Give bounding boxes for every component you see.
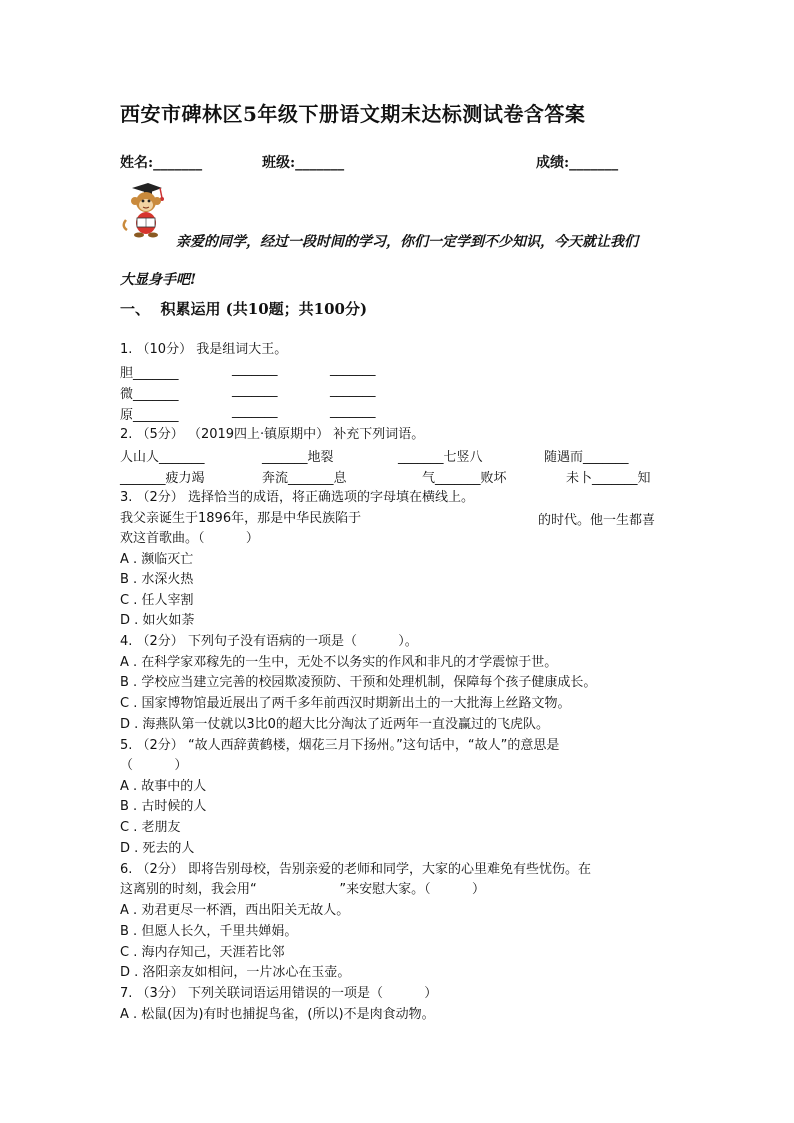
q1-blank: 原_______	[120, 408, 179, 423]
section-heading: 一、 积累运用 (共10题；共100分)	[120, 300, 368, 318]
name-field-label: 姓名:_______	[120, 155, 203, 171]
q2-blank: 气_______败坏	[422, 471, 507, 486]
option: D . 洛阳亲友如相问，一片冰心在玉壶。	[120, 965, 351, 980]
q1-blank: _______	[232, 404, 278, 419]
q2-blank: _______七竖八	[398, 450, 483, 465]
monkey-graduate-icon	[118, 180, 168, 238]
q6-stem-line2: 这离别的时刻，我会用“ ”来安慰大家。（ ）	[120, 882, 485, 897]
option: B . 学校应当建立完善的校园欺凌预防、干预和处理机制，保障每个孩子健康成长。	[120, 675, 597, 690]
q2-blank: _______疲力竭	[120, 471, 205, 486]
q3-text-part1: 我父亲诞生于1896年，那是中华民族陷于	[120, 511, 362, 526]
q3-text-line2: 欢这首歌曲。（ ）	[120, 531, 259, 546]
question-6-stem: 6. （2分） 即将告别母校，告别亲爱的老师和同学，大家的心里难免有些忧伤。在	[120, 862, 591, 877]
q1-blank: _______	[232, 383, 278, 398]
option: A . 濒临灭亡	[120, 552, 194, 567]
question-5-stem: 5. （2分） “故人西辞黄鹤楼，烟花三月下扬州。”这句话中，“故人”的意思是	[120, 738, 560, 753]
question-3-stem: 3. （2分） 选择恰当的成语，将正确选项的字母填在横线上。	[120, 490, 474, 505]
greeting-line-2: 大显身手吧!	[120, 272, 197, 288]
score-field-label: 成绩:_______	[536, 155, 619, 171]
class-field-label: 班级:_______	[262, 155, 345, 171]
q2-blank: 随遇而_______	[544, 450, 629, 465]
q2-blank: 奔流_______息	[262, 471, 347, 486]
q2-blank: 未卜_______知	[566, 471, 651, 486]
q1-blank: _______	[330, 362, 376, 377]
greeting-line-1: 亲爱的同学，经过一段时间的学习，你们一定学到不少知识，今天就让我们	[176, 234, 638, 250]
q3-text-part2: 的时代。他一生都喜	[538, 513, 656, 528]
option: C . 任人宰割	[120, 593, 194, 608]
option: C . 国家博物馆最近展出了两千多年前西汉时期新出土的一大批海上丝路文物。	[120, 696, 571, 711]
q1-blank: 胆_______	[120, 366, 179, 381]
option: D . 海燕队第一仗就以3比0的超大比分淘汰了近两年一直没赢过的飞虎队。	[120, 717, 549, 732]
option: A . 劝君更尽一杯酒，西出阳关无故人。	[120, 903, 350, 918]
option: B . 但愿人长久，千里共婵娟。	[120, 924, 298, 939]
q1-blank: _______	[232, 362, 278, 377]
question-1-stem: 1. （10分） 我是组词大王。	[120, 342, 288, 357]
q5-answer-paren: （ ）	[120, 758, 188, 773]
q1-blank: _______	[330, 383, 376, 398]
option: A . 故事中的人	[120, 779, 207, 794]
option: D . 如火如荼	[120, 613, 195, 628]
page-title: 西安市碑林区5年级下册语文期末达标测试卷含答案	[120, 102, 586, 126]
option: C . 海内存知己，天涯若比邻	[120, 945, 285, 960]
q2-blank: 人山人_______	[120, 450, 205, 465]
q1-blank: _______	[330, 404, 376, 419]
option: A . 松鼠(因为)有时也捕捉鸟雀，(所以)不是肉食动物。	[120, 1007, 435, 1022]
option: A . 在科学家邓稼先的一生中，无处不以务实的作风和非凡的才学震惊于世。	[120, 655, 558, 670]
question-7-stem: 7. （3分） 下列关联词语运用错误的一项是（ ）	[120, 986, 438, 1001]
q2-blank: _______地裂	[262, 450, 334, 465]
question-2-stem: 2. （5分） （2019四上·镇原期中） 补充下列词语。	[120, 427, 425, 442]
q1-blank: 微_______	[120, 387, 179, 402]
option: D . 死去的人	[120, 841, 195, 856]
question-4-stem: 4. （2分） 下列句子没有语病的一项是（ ）。	[120, 634, 418, 649]
option: B . 古时候的人	[120, 799, 207, 814]
option: B . 水深火热	[120, 572, 194, 587]
option: C . 老朋友	[120, 820, 181, 835]
